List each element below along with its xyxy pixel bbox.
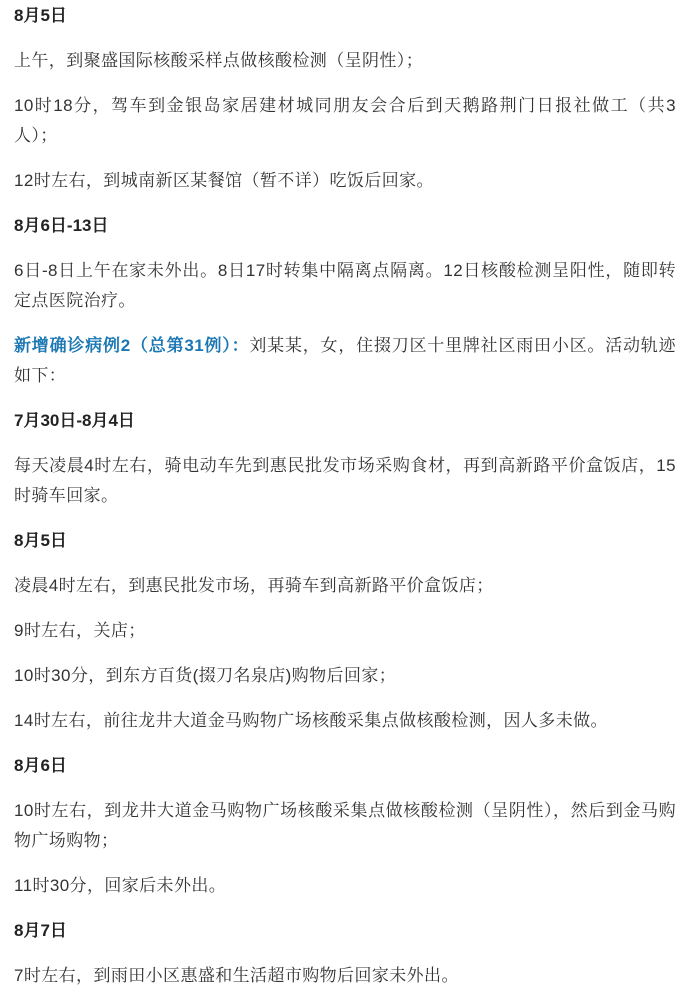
date-heading: 8月5日	[14, 531, 67, 550]
case-announcement-lead: 新增确诊病例2（总第31例）：	[14, 336, 250, 355]
trajectory-paragraph: 12时左右，到城南新区某餐馆（暂不详）吃饭后回家。	[14, 171, 434, 190]
trajectory-paragraph: 10时30分，到东方百货(掇刀名泉店)购物后回家；	[14, 666, 397, 685]
date-heading: 8月7日	[14, 921, 67, 940]
trajectory-paragraph: 14时左右，前往龙井大道金马购物广场核酸采集点做核酸检测，因人多未做。	[14, 711, 608, 730]
trajectory-paragraph: 10时18分，驾车到金银岛家居建材城同朋友会合后到天鹅路荆门日报社做工（共3人）；	[14, 96, 676, 145]
trajectory-paragraph: 6日-8日上午在家未外出。8日17时转集中隔离点隔离。12日核酸检测呈阳性，随即转定点医院治疗。	[14, 261, 676, 310]
trajectory-paragraph: 7时左右，到雨田小区惠盛和生活超市购物后回家未外出。	[14, 966, 459, 985]
trajectory-paragraph: 11时30分，回家后未外出。	[14, 876, 227, 895]
trajectory-paragraph: 10时左右，到龙井大道金马购物广场核酸采集点做核酸检测（呈阴性），然后到金马购物广场购物；	[14, 801, 676, 850]
trajectory-paragraph: 凌晨4时左右，到惠民批发市场，再骑车到高新路平价盒饭店；	[14, 576, 494, 595]
date-heading: 8月6日-13日	[14, 216, 109, 235]
case-announcement	[14, 331, 676, 391]
trajectory-paragraph: 上午，到聚盛国际核酸采样点做核酸检测（呈阴性）；	[14, 51, 424, 70]
trajectory-paragraph: 9时左右，关店；	[14, 621, 146, 640]
date-heading: 8月6日	[14, 756, 67, 775]
case-announcement-text: 刘某某，女，住掇刀区十里牌社区雨田小区。活动轨迹如下：	[14, 336, 676, 385]
trajectory-paragraph: 每天凌晨4时左右，骑电动车先到惠民批发市场采购食材，再到高新路平价盒饭店，15时骑车回家。	[14, 456, 676, 505]
date-heading: 7月30日-8月4日	[14, 411, 135, 430]
date-heading: 8月5日	[14, 6, 67, 25]
